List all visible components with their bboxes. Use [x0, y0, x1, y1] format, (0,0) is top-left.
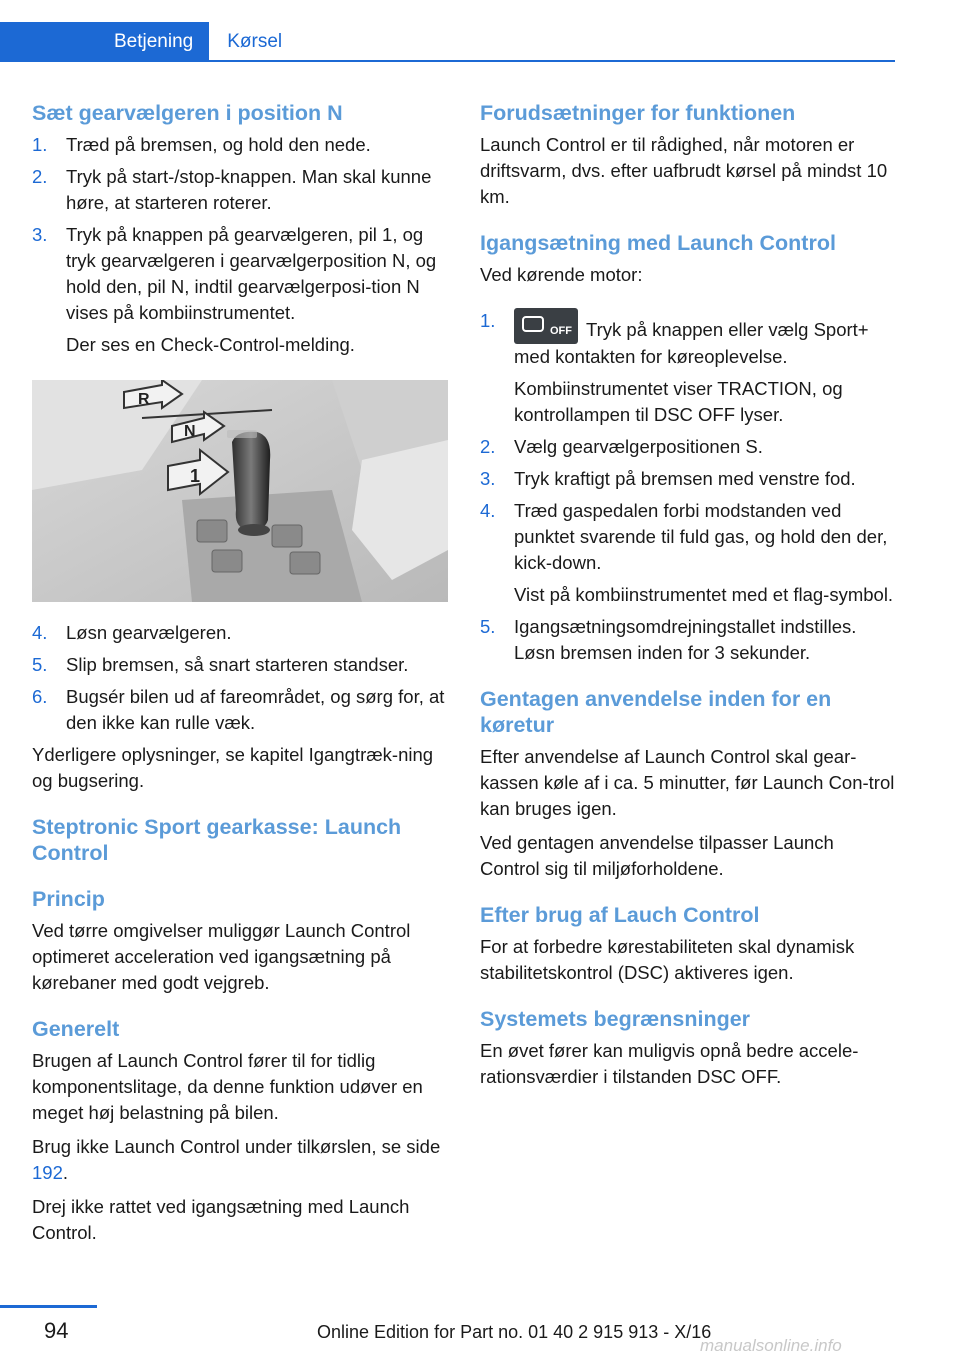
list-number: 3.: [480, 468, 496, 489]
list-item: [480, 614, 898, 666]
arrow-label-1: 1: [190, 466, 201, 486]
gentagen-paragraph-1: Efter anvendelse af Launch Control skal gear-kassen køle af i ca. 5 minutter, før Launch Con-trol kan bruges igen.: [480, 746, 895, 819]
heading-begraensninger: Systemets begrænsninger: [480, 1007, 751, 1031]
efter-brug-paragraph: For at forbedre kørestabiliteten skal dynamisk stabilitetskontrol (DSC) aktiveres igen.: [480, 936, 855, 983]
generelt-paragraph-3: Drej ikke rattet ved igangsætning med Launch Control.: [32, 1196, 410, 1243]
page-number: 94: [44, 1318, 69, 1343]
list-text: Tryk på knappen eller vælg Sport+ med kontakten for køreoplevelse.: [514, 319, 869, 367]
generelt-paragraph-1: Brugen af Launch Control fører til for tidlig komponentslitage, da denne funktion udøver en meget høj belastning på bilen.: [32, 1050, 423, 1123]
list-number: 5.: [480, 616, 496, 637]
tab-betjening[interactable]: Betjening: [0, 22, 209, 60]
list-item: [480, 308, 898, 428]
heading-gentagen: Gentagen anvendelse inden for en køretur: [480, 687, 832, 737]
list-number: 6.: [32, 686, 48, 707]
left-column: [32, 100, 450, 1246]
forudsaetninger-paragraph: Launch Control er til rådighed, når motoren er driftsvarm, dvs. efter uafbrudt kørsel på mindst 10 km.: [480, 134, 888, 207]
list-item: [32, 222, 450, 358]
list-text: Løsn gearvælgeren.: [66, 622, 232, 643]
text-span: .: [62, 1162, 69, 1183]
page-reference-link[interactable]: 192: [32, 1162, 63, 1183]
list-text: Tryk på knappen på gearvælgeren, pil 1, og tryk gearvælgeren i gearvælgerposition N, og hold den, pil N, indtil gearvælgerposi-tion N vises på kombiinstrumentet.: [66, 224, 437, 323]
heading-generelt: Generelt: [32, 1017, 120, 1041]
list-item: [32, 132, 450, 158]
list-text: Træd gaspedalen forbi modstanden ved punktet svarende til fuld gas, og hold den der, kick-down.: [514, 500, 888, 573]
generelt-paragraph-2: [32, 1134, 450, 1186]
launch-steps-list: [480, 308, 898, 666]
list-text: Tryk på start-/stop-knappen. Man skal kunne høre, at starteren roterer.: [66, 166, 432, 213]
gear-selector-image: [32, 380, 448, 602]
car-skid-icon: [522, 316, 544, 332]
heading-igangsaetning: Igangsætning med Launch Control: [480, 231, 836, 255]
list-subtext: Der ses en Check-Control-melding.: [66, 334, 355, 355]
footer-rule: [0, 1305, 97, 1308]
gear-selector-illustration: [32, 380, 448, 602]
list-text: Vælg gearvælgerpositionen S.: [514, 436, 763, 457]
list-item: [480, 498, 898, 608]
list-number: 2.: [32, 166, 48, 187]
text-span: Brug ikke Launch Control under tilkørslen, se side: [32, 1136, 441, 1157]
list-item: [32, 620, 450, 646]
list-item: [480, 434, 898, 460]
gentagen-paragraph-2: Ved gentagen anvendelse tilpasser Launch Control sig til miljøforholdene.: [480, 832, 834, 879]
list-item: [32, 164, 450, 216]
list-item: [32, 684, 450, 736]
list-item: [32, 652, 450, 678]
tab-korsel[interactable]: Kørsel: [227, 31, 283, 52]
list-text: Igangsætningsomdrejningstallet indstilles. Løsn bremsen inden for 3 sekunder.: [514, 616, 857, 663]
heading-gear-position-n: Sæt gearvælgeren i position N: [32, 101, 343, 125]
ved-korende-motor: Ved kørende motor:: [480, 264, 643, 285]
dsc-off-button-icon: [514, 308, 578, 344]
list-number: 1.: [32, 134, 48, 155]
steps-list-2: [32, 620, 450, 736]
list-text: Træd på bremsen, og hold den nede.: [66, 134, 371, 155]
list-subtext: Kombiinstrumentet viser TRACTION, og kontrollampen til DSC OFF lyser.: [514, 378, 843, 425]
right-column: [480, 100, 898, 1090]
list-text: Tryk kraftigt på bremsen med venstre fod.: [514, 468, 856, 489]
header-rule: [0, 60, 895, 62]
watermark: manualsonline.info: [700, 1336, 842, 1355]
princip-paragraph: Ved tørre omgivelser muliggør Launch Control optimeret acceleration ved igangsætning på kørebaner med godt vejgreb.: [32, 920, 411, 993]
heading-launch-control: Steptronic Sport gearkasse: Launch Control: [32, 815, 402, 865]
list-number: 4.: [32, 622, 48, 643]
steps-list-1: [32, 132, 450, 358]
arrow-label-n: N: [184, 423, 196, 440]
heading-princip: Princip: [32, 887, 105, 911]
more-info-paragraph: Yderligere oplysninger, se kapitel Igangtræk-ning og bugsering.: [32, 744, 434, 791]
list-number: 4.: [480, 500, 496, 521]
heading-efter-brug: Efter brug af Lauch Control: [480, 903, 760, 927]
list-text: Bugsér bilen ud af fareområdet, og sørg for, at den ikke kan rulle væk.: [66, 686, 445, 733]
icon-label: OFF: [550, 325, 572, 337]
list-text: Slip bremsen, så snart starteren standser.: [66, 654, 409, 675]
list-number: 3.: [32, 224, 48, 245]
list-number: 2.: [480, 436, 496, 457]
list-item: [480, 466, 898, 492]
edition-text: Online Edition for Part no. 01 40 2 915 913 - X/16: [317, 1322, 712, 1342]
chapter-tabs: [0, 22, 302, 60]
list-number: 1.: [480, 310, 496, 331]
list-subtext: Vist på kombiinstrumentet med et flag-symbol.: [514, 584, 894, 605]
begraensninger-paragraph: En øvet fører kan muligvis opnå bedre accele-rationsværdier i tilstanden DSC OFF.: [480, 1040, 859, 1087]
heading-forudsaetninger: Forudsætninger for funktionen: [480, 101, 796, 125]
arrow-label-r: R: [138, 391, 150, 408]
list-number: 5.: [32, 654, 48, 675]
